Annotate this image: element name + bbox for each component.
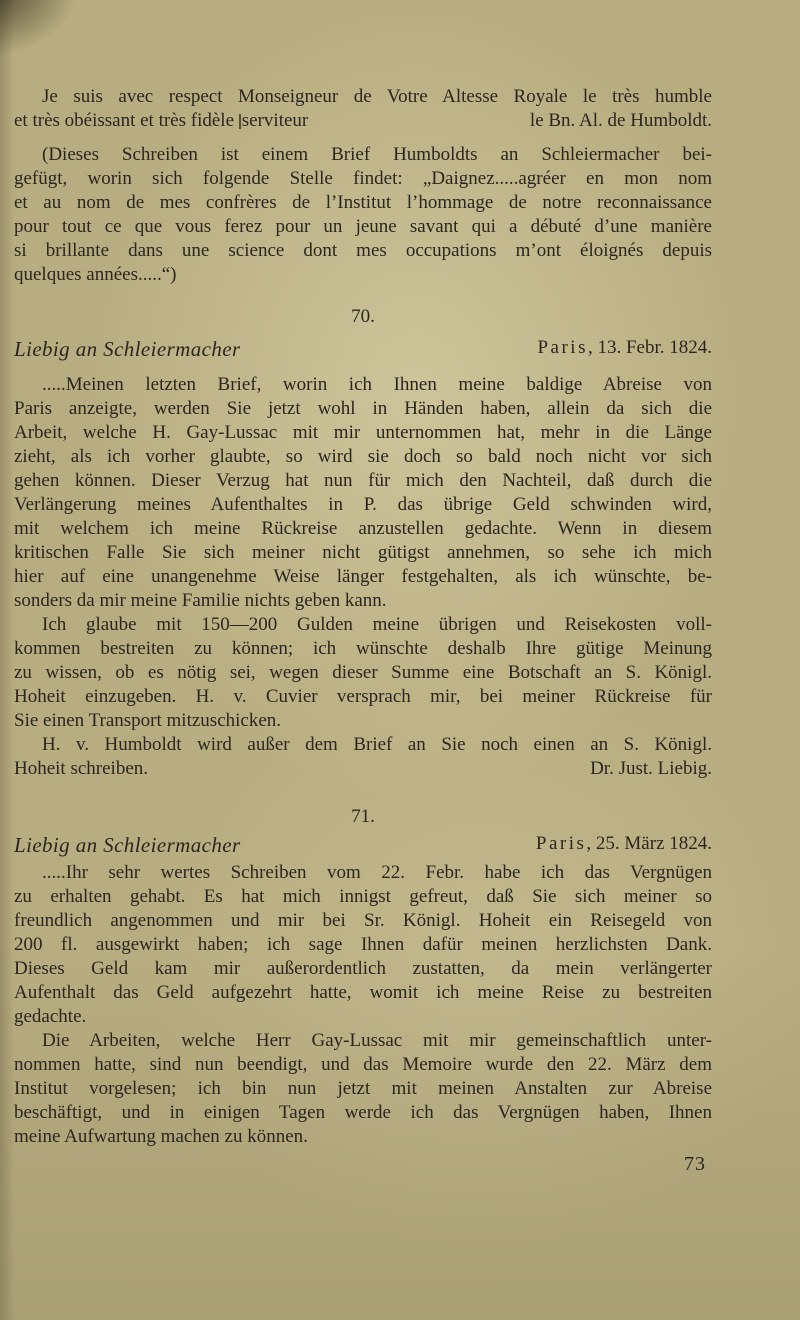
text-line: gefügt, worin sich folgende Stelle findet: „Daignez.....agréer en mon nom — [14, 168, 712, 189]
paragraph — [14, 733, 712, 757]
text-line: zieht, als ich vorher glaubte, so wird sie doch so bald noch nicht vor sich — [14, 446, 712, 467]
text-line: gedachte. — [14, 1006, 87, 1027]
signature-row — [14, 757, 712, 781]
letter-body — [14, 373, 712, 757]
text-line: gehen können. Dieser Verzug hat nun für mich den Nachteil, daß durch die — [14, 470, 712, 491]
letter-date-rest: , 13. Febr. 1824. — [587, 337, 712, 358]
text-line: kommen bestreiten zu können; ich wünschte deshalb Ihre gütige Meinung — [14, 638, 712, 659]
text-line: Dieses Geld kam mir außerordentlich zustatten, da mein verlängerter — [14, 958, 712, 979]
letter-sender: Liebig an Schleiermacher — [14, 833, 241, 857]
text-line: Hoheit einzugeben. H. v. Cuvier versprach mir, bei meiner Rückreise für — [14, 686, 712, 707]
text-line: Ich glaube mit 150—200 Gulden meine übrigen und Reisekosten voll- — [42, 614, 712, 635]
text-line: (Dieses Schreiben ist einem Brief Humboldts an Schleiermacher bei- — [42, 144, 712, 165]
letter-date-city: Paris — [535, 833, 587, 854]
text-line: H. v. Humboldt wird außer dem Brief an Sie noch einen an S. Königl. — [42, 734, 712, 755]
text-line: Institut vorgelesen; ich bin nun jetzt mit meinen Anstalten zur Abreise — [14, 1078, 712, 1099]
letter-70 — [14, 305, 712, 781]
letter-header — [14, 805, 712, 857]
paragraph — [14, 143, 712, 287]
text-line: mit welchem ich meine Rückreise anzustellen gedachte. Wenn in diesem — [14, 518, 712, 539]
text-line: 200 fl. ausgewirkt haben; ich sage Ihnen dafür meinen herzlichsten Dank. — [14, 934, 712, 955]
closing-left-a: et très obéissant et très fidèle — [14, 110, 239, 131]
closing-left-b: serviteur — [241, 110, 309, 131]
text-line: si brillante dans une science dont mes occupations m’ont éloignés depuis — [14, 240, 712, 261]
text-line: sonders da mir meine Familie nichts geben kann. — [14, 590, 387, 611]
text-line: hier auf eine unangenehme Weise länger festgehalten, als ich wünschte, be- — [14, 566, 712, 587]
text-line: zu erhalten gehabt. Es hat mich innigst gefreut, daß Sie sich meiner so — [14, 886, 712, 907]
text-line: Paris anzeigte, werden Sie jetzt wohl in Händen haben, allein da sich die — [14, 398, 712, 419]
humboldt-signature: le Bn. Al. de Humboldt. — [529, 110, 712, 131]
letter-body — [14, 861, 712, 1149]
text-line: .....Ihr sehr wertes Schreiben vom 22. Febr. habe ich das Vergnügen — [42, 862, 712, 883]
text-line: zu wissen, ob es nötig sei, wegen dieser Summe eine Botschaft an S. Königl. — [14, 662, 712, 683]
text-line: Arbeit, welche H. Gay-Lussac mit mir unternommen hat, mehr in die Länge — [14, 422, 712, 443]
text-line: nommen hatte, sind nun beendigt, und das Memoire wurde den 22. März dem — [14, 1054, 712, 1075]
text-line: kritischen Falle Sie sich meiner nicht gütigst annehmen, so sehe ich mich — [14, 542, 712, 563]
letter-71 — [14, 805, 712, 1149]
letter-date — [536, 832, 712, 856]
text-line: beschäftigt, und in einigen Tagen werde ich das Vergnügen haben, Ihnen — [14, 1102, 712, 1123]
closing-left-text — [14, 109, 308, 133]
letter-header — [14, 305, 712, 361]
text-line: Sie einen Transport mitzuschicken. — [14, 710, 282, 731]
text-line: Aufenthalt das Geld aufgezehrt hatte, womit ich meine Reise zu bestreiten — [14, 982, 712, 1003]
paragraph — [14, 373, 712, 613]
text-line: .....Meinen letzten Brief, worin ich Ihnen meine baldige Abreise von — [42, 374, 712, 395]
text-line: Je suis avec respect Monseigneur de Votre Altesse Royale le très humble — [42, 86, 712, 107]
french-closing — [14, 85, 712, 133]
ink-smudge-mark — [239, 114, 241, 129]
liebig-signature: Dr. Just. Liebig. — [590, 758, 712, 779]
signature-left: Hoheit schreiben. — [14, 758, 149, 779]
letter-sender: Liebig an Schleiermacher — [14, 337, 241, 361]
text-line: Die Arbeiten, welche Herr Gay-Lussac mit mir gemeinschaftlich unter- — [42, 1030, 712, 1051]
paragraph — [14, 1029, 712, 1149]
paragraph — [14, 861, 712, 1029]
letter-number: 71. — [351, 806, 375, 827]
page-content — [14, 0, 712, 1149]
letter-date-city: Paris — [537, 337, 588, 358]
letter-date-rest: , 25. März 1824. — [586, 833, 712, 854]
text-line: et au nom de mes confrères de l’Institut l’hommage de notre reconnaissance — [14, 192, 712, 213]
text-line: meine Aufwartung machen zu können. — [14, 1126, 308, 1147]
text-line: pour tout ce que vous ferez pour un jeune savant qui a débuté d’une manière — [14, 216, 712, 237]
page-number: 73 — [684, 1153, 706, 1175]
letter-number: 70. — [351, 306, 375, 327]
paragraph — [14, 613, 712, 733]
closing-signature-row — [14, 109, 712, 133]
text-line: freundlich angenommen und mir bei Sr. Königl. Hoheit ein Reisegeld von — [14, 910, 712, 931]
letter-date — [537, 336, 712, 360]
text-line: Verlängerung meines Aufenthaltes in P. das übrige Geld schwinden wird, — [14, 494, 712, 515]
editorial-note — [14, 143, 712, 287]
text-line: quelques années.....“) — [14, 264, 177, 285]
